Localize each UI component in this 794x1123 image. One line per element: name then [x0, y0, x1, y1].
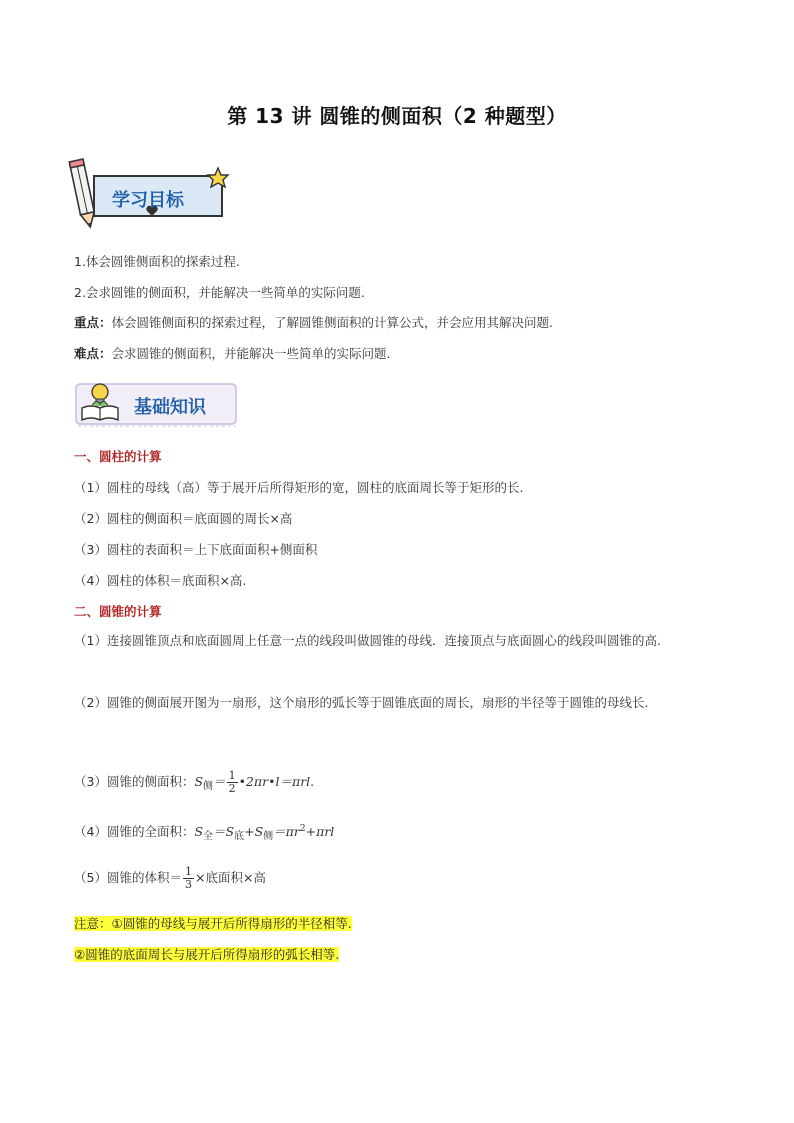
note-1	[74, 914, 352, 932]
knowledge-badge	[72, 378, 242, 430]
goal-item-1: 1.体会圆锥侧面积的探索过程.	[74, 254, 240, 269]
section-2-para-3	[74, 770, 314, 795]
section-1-para-1: （1）圆柱的母线（高）等于展开后所得矩形的宽，圆柱的底面周长等于矩形的长.	[74, 480, 524, 495]
note-1-text: 注意：①圆锥的母线与展开后所得扇形的半径相等.	[74, 916, 352, 931]
knowledge-badge-label: 基础知识	[134, 397, 206, 418]
difficulty-text: 会求圆锥的侧面积，并能解决一些简单的实际问题.	[111, 346, 391, 361]
section-2-para-4	[74, 822, 334, 842]
section-1-para-2: （2）圆柱的侧面积＝底面圆的周长×高	[74, 511, 293, 526]
difficulty-label: 难点：	[74, 346, 112, 361]
section-2-para-5	[74, 866, 266, 891]
key-point-label: 重点：	[74, 315, 112, 330]
goals-badge-label: 学习目标	[112, 190, 184, 211]
lateral-area-label: （3）圆锥的侧面积：	[74, 774, 195, 789]
note-2	[74, 945, 339, 963]
section-2-para-2: （2）圆锥的侧面展开图为一扇形，这个扇形的弧长等于圆锥底面的周长，扇形的半径等于圆锥的母线长.	[74, 695, 649, 710]
key-point-text: 体会圆锥侧面积的探索过程，了解圆锥侧面积的计算公式，并会应用其解决问题.	[111, 315, 553, 330]
difficulty-point	[74, 344, 391, 362]
lateral-area-formula: $S_侧=$ $\frac{1}{2}$ •2πr•l＝πrl.	[194, 769, 315, 795]
page-title: 第 13 讲 圆锥的侧面积（2 种题型）	[227, 104, 567, 128]
goal-item-2: 2.会求圆锥的侧面积，并能解决一些简单的实际问题.	[74, 285, 365, 300]
section-2-para-1: （1）连接圆锥顶点和底面圆周上任意一点的线段叫做圆锥的母线．连接顶点与底面圆心的线段叫圆锥的高.	[74, 633, 661, 648]
volume-label: （5）圆锥的体积＝	[74, 870, 182, 885]
section-2-heading: 二、圆锥的计算	[74, 604, 162, 619]
section-1-heading: 一、圆柱的计算	[74, 449, 162, 464]
goals-badge	[68, 156, 238, 232]
note-2-text: ②圆锥的底面周长与展开后所得扇形的弧长相等.	[74, 947, 340, 962]
one-third-fraction: $\frac{1}{3}$	[184, 865, 192, 891]
total-area-label: （4）圆锥的全面积：	[74, 824, 195, 839]
total-area-formula: $S_全=S_底+S_侧=\pi r^2+\pi rl$	[194, 824, 335, 842]
volume-tail: ×底面积×高	[194, 870, 266, 885]
section-1-para-4: （4）圆柱的体积＝底面积×高.	[74, 573, 247, 588]
section-1-para-3: （3）圆柱的表面积＝上下底面面积+侧面积	[74, 542, 318, 557]
key-point	[74, 313, 553, 331]
